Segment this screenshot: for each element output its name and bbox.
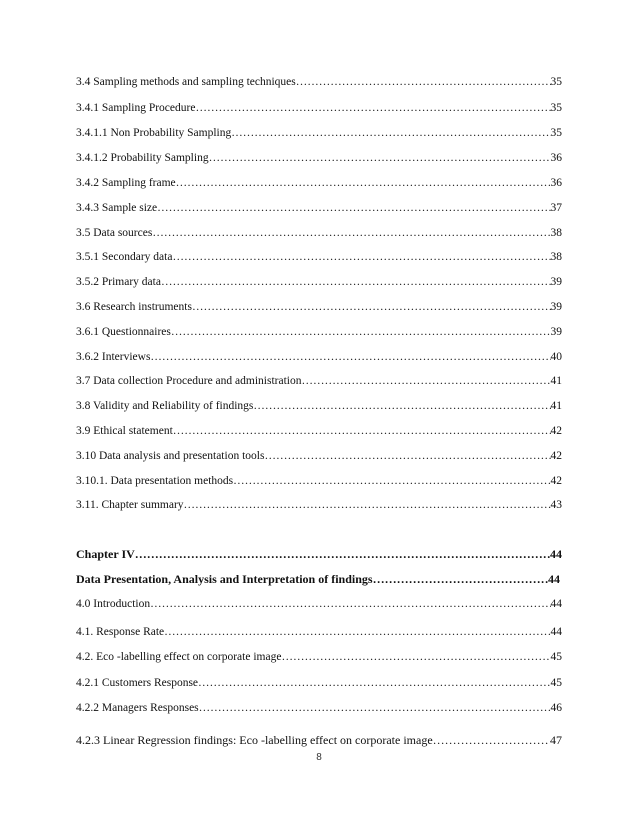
page-number: 8 bbox=[316, 752, 322, 763]
toc-entry bbox=[76, 275, 562, 289]
toc-leader bbox=[173, 424, 551, 438]
toc-chapter-title bbox=[76, 572, 560, 586]
toc-entry bbox=[76, 325, 562, 339]
toc-entry-title: 4.1. Response Rate bbox=[76, 626, 165, 638]
toc-leader bbox=[209, 151, 551, 165]
toc-leader bbox=[281, 650, 550, 664]
toc-entry-page: 39 bbox=[550, 301, 562, 313]
toc-entry bbox=[76, 424, 562, 438]
toc-entry-page: 43 bbox=[550, 499, 562, 511]
toc-entry-title: 3.4 Sampling methods and sampling techniques bbox=[76, 76, 296, 88]
toc-entry-title: 3.5.2 Primary data bbox=[76, 276, 161, 288]
toc-entry-page: 44 bbox=[550, 598, 562, 610]
toc-entry-page: 42 bbox=[550, 425, 562, 437]
toc-entry-title: 3.9 Ethical statement bbox=[76, 425, 173, 437]
toc-entry bbox=[76, 498, 562, 512]
toc-leader bbox=[264, 449, 550, 463]
toc-entry bbox=[76, 449, 562, 463]
toc-leader bbox=[253, 399, 550, 413]
toc-entry bbox=[76, 300, 562, 314]
toc-leader bbox=[161, 275, 551, 289]
toc-entry-title: 4.0 Introduction bbox=[76, 598, 151, 610]
toc-entry bbox=[76, 201, 562, 215]
toc-leader bbox=[433, 733, 550, 747]
toc-leader bbox=[152, 226, 550, 240]
toc-leader bbox=[233, 474, 550, 488]
toc-entry bbox=[76, 374, 562, 388]
toc-entry-title: 3.10 Data analysis and presentation tools bbox=[76, 450, 265, 462]
toc-entry-title: 4.2. Eco -labelling effect on corporate image bbox=[76, 651, 282, 663]
toc-leader bbox=[172, 250, 550, 264]
toc-entry-title: 4.2.1 Customers Response bbox=[76, 677, 199, 689]
toc-entry bbox=[76, 733, 562, 747]
toc-entry bbox=[76, 676, 562, 690]
toc-entry-title: 3.7 Data collection Procedure and administration bbox=[76, 375, 302, 387]
toc-leader bbox=[373, 572, 548, 586]
toc-entry bbox=[76, 399, 562, 413]
toc-entry-page: 41 bbox=[550, 375, 562, 387]
toc-entry-title: 4.2.3 Linear Regression findings: Eco -labelling effect on corporate image bbox=[76, 733, 433, 747]
toc-entry bbox=[76, 474, 562, 488]
toc-entry bbox=[76, 176, 562, 190]
toc-entry-page: 36 bbox=[550, 177, 562, 189]
toc-entry-title: 3.6.2 Interviews bbox=[76, 351, 151, 363]
toc-entry-title: 3.5 Data sources bbox=[76, 227, 153, 239]
toc-entry-page: 35 bbox=[550, 127, 562, 139]
toc-entry-page: 45 bbox=[550, 651, 562, 663]
toc-entry-title: 4.2.2 Managers Responses bbox=[76, 702, 199, 714]
toc-entry-page: 38 bbox=[550, 251, 562, 263]
toc-entry-page: 40 bbox=[550, 351, 562, 363]
toc-entry bbox=[76, 101, 562, 115]
toc-entry-title: Data Presentation, Analysis and Interpretation of findings bbox=[76, 572, 373, 586]
toc-entry-page: 39 bbox=[550, 276, 562, 288]
toc-entry-title: 3.4.1.2 Probability Sampling bbox=[76, 152, 209, 164]
toc-entry-page: 37 bbox=[550, 202, 562, 214]
toc-entry-page: 47 bbox=[550, 733, 562, 747]
toc-leader bbox=[231, 126, 550, 140]
toc-entry-page: 42 bbox=[550, 475, 562, 487]
toc-entry-page: 36 bbox=[550, 152, 562, 164]
toc-entry-page: 45 bbox=[550, 677, 562, 689]
toc-entry-title: Chapter IV bbox=[76, 547, 135, 561]
toc-entry-page: 42 bbox=[550, 450, 562, 462]
toc-leader bbox=[176, 176, 551, 190]
toc-entry-page: 41 bbox=[550, 400, 562, 412]
toc-leader bbox=[296, 75, 551, 89]
toc-entry-title: 3.4.1.1 Non Probability Sampling bbox=[76, 127, 232, 139]
toc-entry-page: 35 bbox=[550, 76, 562, 88]
toc-entry-title: 3.8 Validity and Reliability of findings bbox=[76, 400, 254, 412]
toc-chapter-heading bbox=[76, 547, 562, 561]
toc-entry-title: 3.5.1 Secondary data bbox=[76, 251, 173, 263]
toc-entry bbox=[76, 350, 562, 364]
toc-leader bbox=[150, 597, 550, 611]
toc-entry bbox=[76, 625, 562, 639]
toc-leader bbox=[135, 547, 550, 561]
toc-entry-page: 44 bbox=[550, 547, 562, 561]
toc-entry-title: 3.4.1 Sampling Procedure bbox=[76, 102, 196, 114]
toc-leader bbox=[199, 701, 551, 715]
toc-entry-page: 44 bbox=[548, 572, 560, 586]
toc-entry-title: 3.10.1. Data presentation methods bbox=[76, 475, 234, 487]
toc-leader bbox=[164, 625, 550, 639]
toc-leader bbox=[192, 300, 551, 314]
toc-entry bbox=[76, 151, 562, 165]
toc-leader bbox=[195, 101, 550, 115]
toc-entry-title: 3.6 Research instruments bbox=[76, 301, 192, 313]
toc-entry-title: 3.11. Chapter summary bbox=[76, 499, 184, 511]
toc-entry-title: 3.4.3 Sample size bbox=[76, 202, 158, 214]
toc-entry-page: 35 bbox=[550, 102, 562, 114]
toc-entry-page: 38 bbox=[550, 227, 562, 239]
toc-entry-page: 39 bbox=[550, 326, 562, 338]
toc-entry bbox=[76, 226, 562, 240]
toc-entry-title: 3.6.1 Questionnaires bbox=[76, 326, 171, 338]
toc-entry-page: 46 bbox=[550, 702, 562, 714]
toc-leader bbox=[150, 350, 550, 364]
toc-entry bbox=[76, 126, 562, 140]
toc-leader bbox=[198, 676, 550, 690]
toc-entry-page: 44 bbox=[550, 626, 562, 638]
toc-entry bbox=[76, 701, 562, 715]
toc-leader bbox=[157, 201, 550, 215]
toc-entry bbox=[76, 597, 562, 611]
toc-entry bbox=[76, 650, 562, 664]
toc-leader bbox=[301, 374, 550, 388]
toc-leader bbox=[171, 325, 551, 339]
toc-entry bbox=[76, 250, 562, 264]
toc-entry-title: 3.4.2 Sampling frame bbox=[76, 177, 176, 189]
toc-entry bbox=[76, 75, 562, 89]
toc-leader bbox=[184, 498, 551, 512]
